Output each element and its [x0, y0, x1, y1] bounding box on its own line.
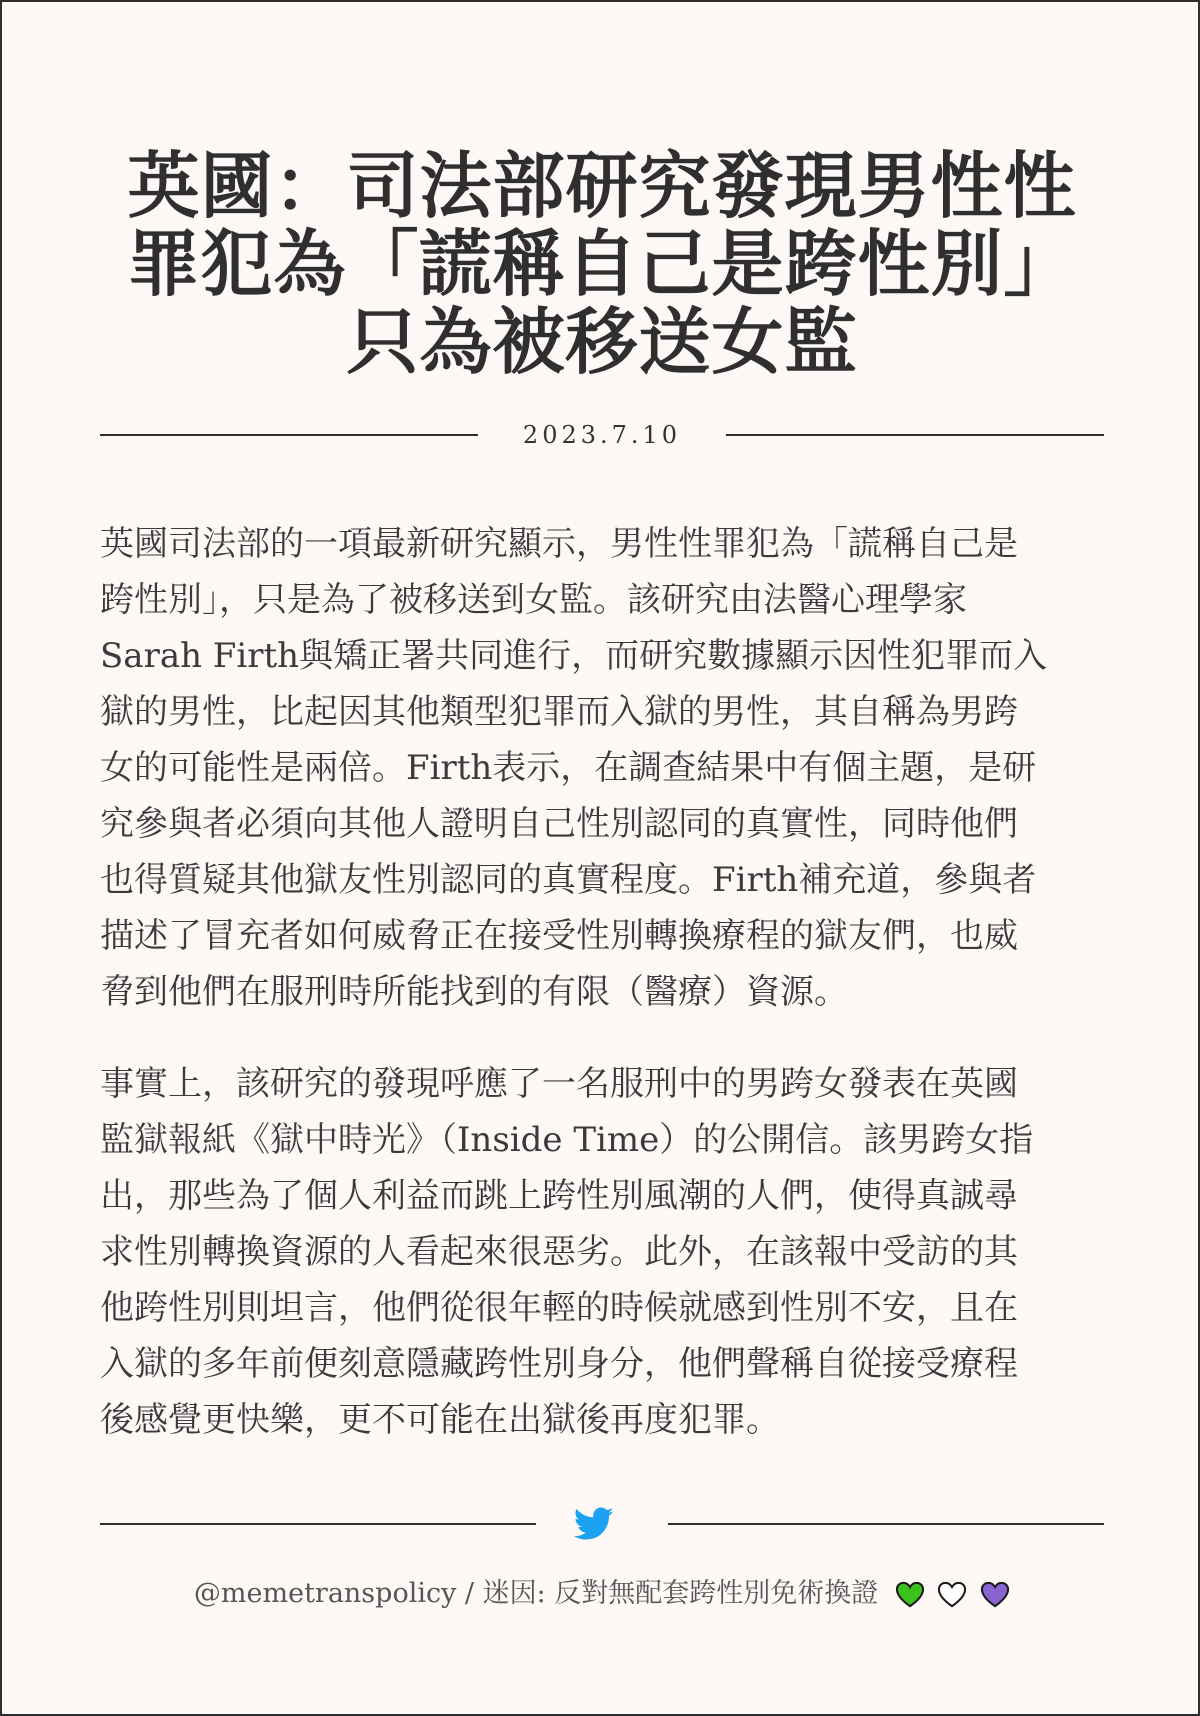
paragraph-line: 出，那些為了個人利益而跳上跨性別風潮的人們，使得真誠尋 [100, 1176, 1018, 1216]
footer-divider-left [100, 1523, 536, 1525]
white-heart-icon [937, 1581, 967, 1609]
paragraph-line: 脅到他們在服刑時所能找到的有限（醫療）資源。 [100, 972, 848, 1012]
paragraph-line: 監獄報紙《獄中時光》（Inside Time）的公開信。該男跨女指 [100, 1120, 1034, 1160]
paragraph-line: 事實上，該研究的發現呼應了一名服刑中的男跨女發表在英國 [100, 1064, 1018, 1104]
paragraph-line: 女的可能性是兩倍。Firth表示，在調查結果中有個主題，是研 [100, 748, 1037, 788]
paragraph-line: 究參與者必須向其他人證明自己性別認同的真實性，同時他們 [100, 804, 1018, 844]
paragraph-line: 後感覺更快樂，更不可能在出獄後再度犯罪。 [100, 1400, 780, 1440]
paragraph-line: 獄的男性，比起因其他類型犯罪而入獄的男性，其自稱為男跨 [100, 692, 1018, 732]
footer-divider-right [668, 1523, 1104, 1525]
paragraph-line: 跨性別」，只是為了被移送到女監。該研究由法醫心理學家 [100, 580, 967, 620]
credit-text: @memetranspolicy / 迷因: 反對無配套跨性別免術換證 [193, 1578, 879, 1609]
paragraph-line: 英國司法部的一項最新研究顯示，男性性罪犯為「謊稱自己是 [100, 524, 1018, 564]
green-heart-icon [895, 1581, 925, 1609]
white-heart-shape [939, 1583, 965, 1606]
purple-heart-shape [982, 1583, 1008, 1606]
paragraph-1 [100, 516, 1110, 1020]
paragraph-line: 描述了冒充者如何威脅正在接受性別轉換療程的獄友們，也威 [100, 916, 1018, 956]
title-line-1: 英國：司法部研究發現男性性 [127, 144, 1077, 228]
paragraph-line: 他跨性別則坦言，他們從很年輕的時候就感到性別不安，且在 [100, 1288, 1018, 1328]
hearts-group [891, 1575, 1010, 1615]
date-divider-left [100, 434, 478, 436]
title-line-2: 罪犯為「謊稱自己是跨性別」 [127, 222, 1077, 306]
twitter-bird-icon [574, 1507, 614, 1541]
paragraph-line: 求性別轉換資源的人看起來很惡劣。此外，在該報中受訪的其 [100, 1232, 1018, 1272]
paragraph-line: 也得質疑其他獄友性別認同的真實程度。Firth補充道，參與者 [100, 860, 1037, 900]
purple-heart-icon [980, 1581, 1010, 1609]
paragraph-line: 入獄的多年前便刻意隱藏跨性別身分，他們聲稱自從接受療程 [100, 1344, 1018, 1384]
green-heart-shape [897, 1583, 923, 1606]
title-line-3: 只為被移送女監 [346, 300, 858, 384]
paragraph-line: Sarah Firth與矯正署共同進行，而研究數據顯示因性犯罪而入 [100, 636, 1048, 676]
article-date: 2023.7.10 [522, 421, 682, 449]
article-title [100, 144, 1104, 384]
footer-credit [100, 1574, 1104, 1615]
date-divider-right [726, 434, 1104, 436]
paragraph-2 [100, 1056, 1110, 1448]
